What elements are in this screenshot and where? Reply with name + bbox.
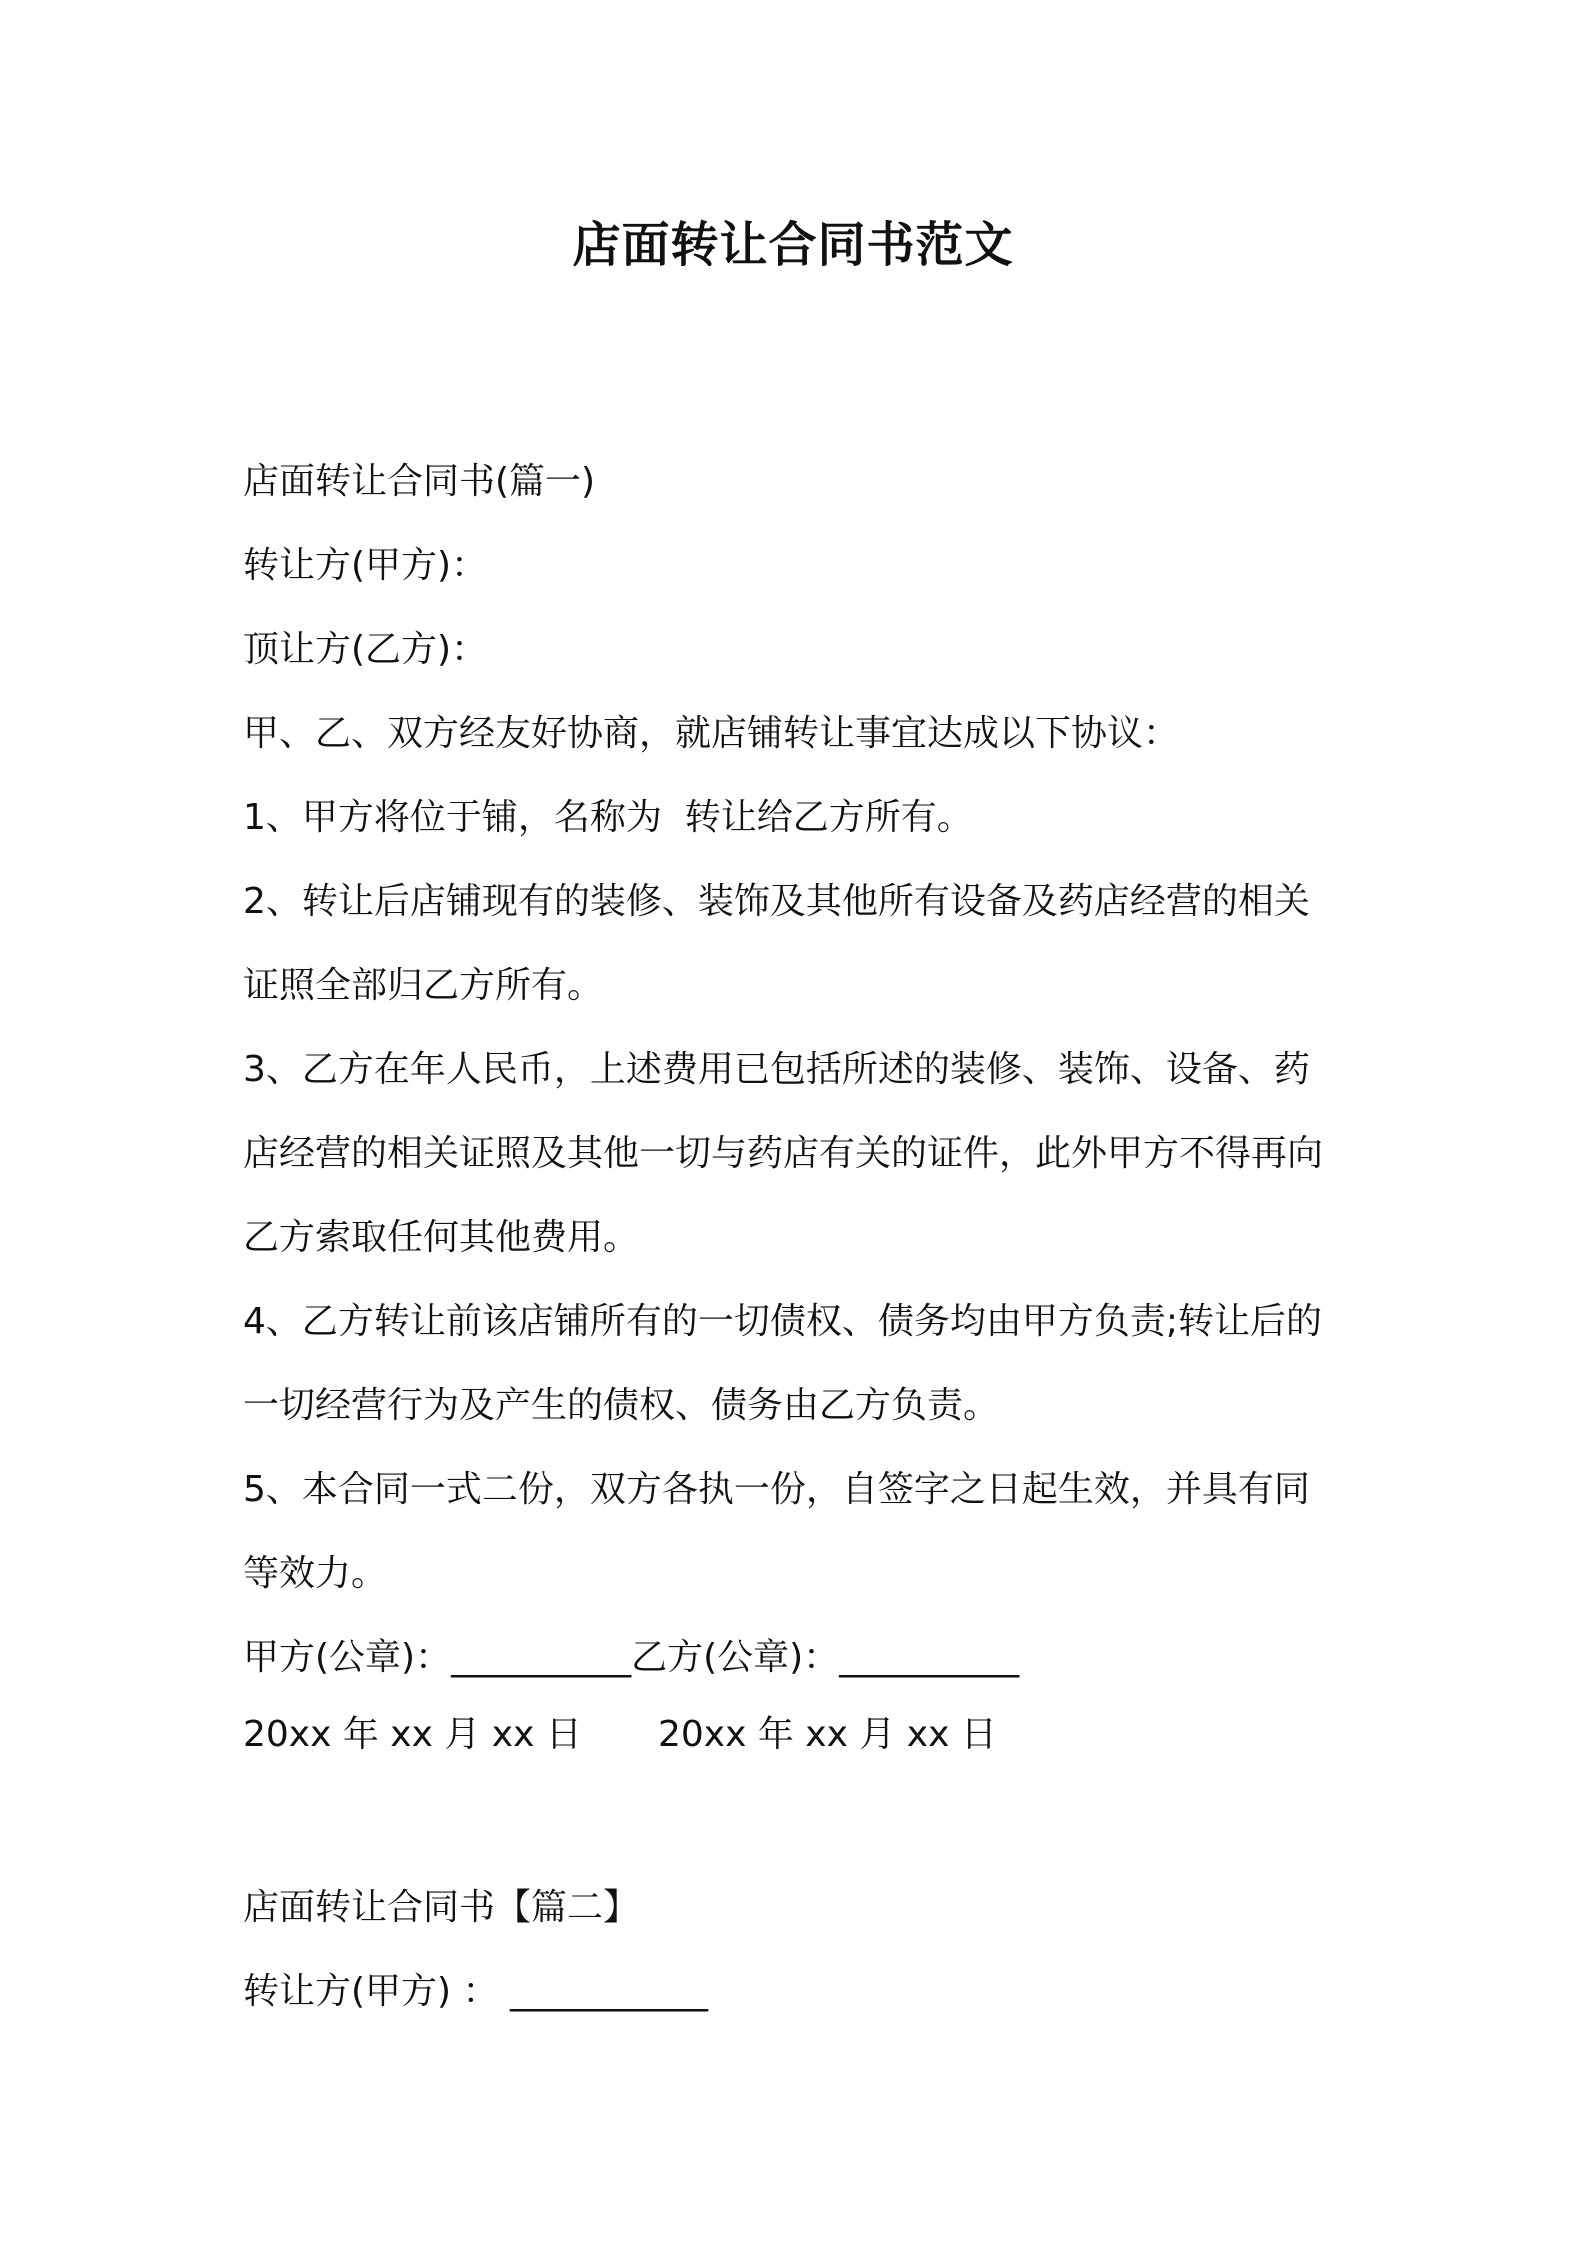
document-title: 店面转让合同书范文 xyxy=(572,217,1014,273)
section-spacer xyxy=(243,1770,1363,1866)
clause-3-line-3: 乙方索取任何其他费用。 xyxy=(243,1217,640,1258)
part1-heading: 店面转让合同书(篇一) xyxy=(243,461,596,502)
clause-2-line-1: 2、转让后店铺现有的装修、装饰及其他所有设备及药店经营的相关 xyxy=(243,881,1310,922)
clause-4-line-1: 4、乙方转让前该店铺所有的一切债权、债务均由甲方负责;转让后的 xyxy=(243,1301,1323,1342)
transferor-line: 转让方(甲方)： xyxy=(243,545,488,586)
intro-paragraph: 甲、乙、双方经友好协商，就店铺转让事宜达成以下协议： xyxy=(243,713,1180,754)
document-body xyxy=(243,440,1363,2034)
transferee-line: 顶让方(乙方)： xyxy=(243,629,488,670)
clause-4-line-2: 一切经营行为及产生的债权、债务由乙方负责。 xyxy=(243,1385,1000,1426)
clause-2-line-2: 证照全部归乙方所有。 xyxy=(243,965,604,1006)
date-party-a: 20xx 年 xx 月 xx 日 xyxy=(243,1714,582,1755)
clause-5-line-2: 等效力。 xyxy=(243,1553,388,1594)
clause-3-line-2: 店经营的相关证照及其他一切与药店有关的证件，此外甲方不得再向 xyxy=(243,1133,1324,1174)
signature-line: 甲方(公章)：__________乙方(公章)：__________ xyxy=(243,1637,1020,1678)
part2-transferor-line: 转让方(甲方) ： ___________ xyxy=(243,1971,708,2012)
date-party-b: 20xx 年 xx 月 xx 日 xyxy=(658,1714,997,1755)
clause-5-line-1: 5、本合同一式二份，双方各执一份，自签字之日起生效，并具有同 xyxy=(243,1469,1310,1510)
date-row xyxy=(243,1700,1363,1770)
clause-1: 1、甲方将位于铺，名称为 转让给乙方所有。 xyxy=(243,797,973,838)
part2-heading: 店面转让合同书【篇二】 xyxy=(243,1887,640,1928)
clause-3-line-1: 3、乙方在年人民币，上述费用已包括所述的装修、装饰、设备、药 xyxy=(243,1049,1310,1090)
